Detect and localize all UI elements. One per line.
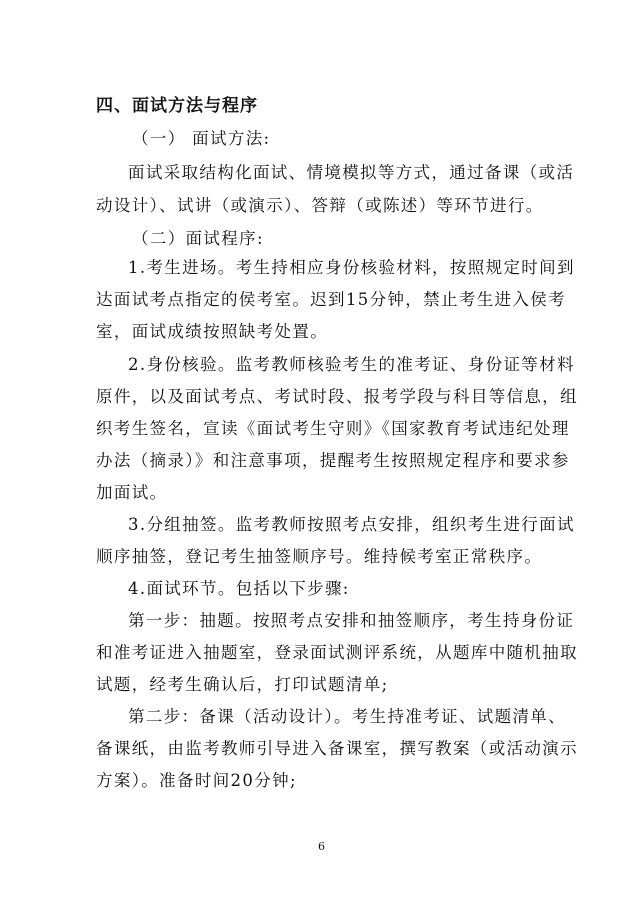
page-number: 6 (318, 840, 325, 853)
section-heading: 四、面试方法与程序 (96, 96, 258, 116)
paragraph-line: 和准考证进入抽题室，登录面试测评系统，从题库中随机抽取 (96, 643, 578, 662)
paragraph-line: 织考生签名，宣读《面试考生守则》《国家教育考试违纪处理 (96, 419, 570, 438)
paragraph-line: 动设计）、试讲（或演示）、答辩（或陈述）等环节进行。 (96, 196, 544, 215)
paragraph-line: 2.身份核验。监考教师核验考生的准考证、身份证等材料 (128, 355, 575, 374)
paragraph-line: 面试采取结构化面试、情境模拟等方式，通过备课（或活 (128, 163, 575, 182)
paragraph-line: 第二步：备课（活动设计）。考生持准考证、试题清单、 (128, 707, 566, 726)
paragraph-line: 达面试考点指定的侯考室。迟到15分钟，禁止考生进入侯考 (96, 290, 566, 309)
paragraph-line: 试题，经考生确认后，打印试题清单; (96, 675, 389, 694)
paragraph-line: 原件，以及面试考点、考试时段、报考学段与科目等信息，组 (96, 387, 578, 406)
paragraph-line: 办法（摘录）》和注意事项，提醒考生按照规定程序和要求参 (96, 451, 570, 470)
paragraph-line: 备课纸，由监考教师引导进入备课室，撰写教案（或活动演示 (96, 739, 578, 758)
subsection-title-procedure: （二）面试程序: (132, 229, 264, 248)
subsection-title-method: （一） 面试方法: (132, 129, 271, 148)
paragraph-line: 方案）。准备时间20分钟; (96, 771, 297, 790)
paragraph-line: 4.面试环节。包括以下步骤: (128, 579, 350, 598)
paragraph-line: 第一步：抽题。按照考点安排和抽签顺序，考生持身份证 (128, 611, 575, 630)
paragraph-line: 1.考生进场。考生持相应身份核验材料，按照规定时间到 (128, 258, 575, 277)
paragraph-line: 顺序抽签，登记考生抽签顺序号。维持候考室正常秩序。 (96, 547, 543, 566)
paragraph-line: 加面试。 (96, 483, 168, 502)
paragraph-line: 室，面试成绩按照缺考处置。 (96, 322, 329, 341)
paragraph-line: 3.分组抽签。监考教师按照考点安排，组织考生进行面试 (128, 515, 575, 534)
